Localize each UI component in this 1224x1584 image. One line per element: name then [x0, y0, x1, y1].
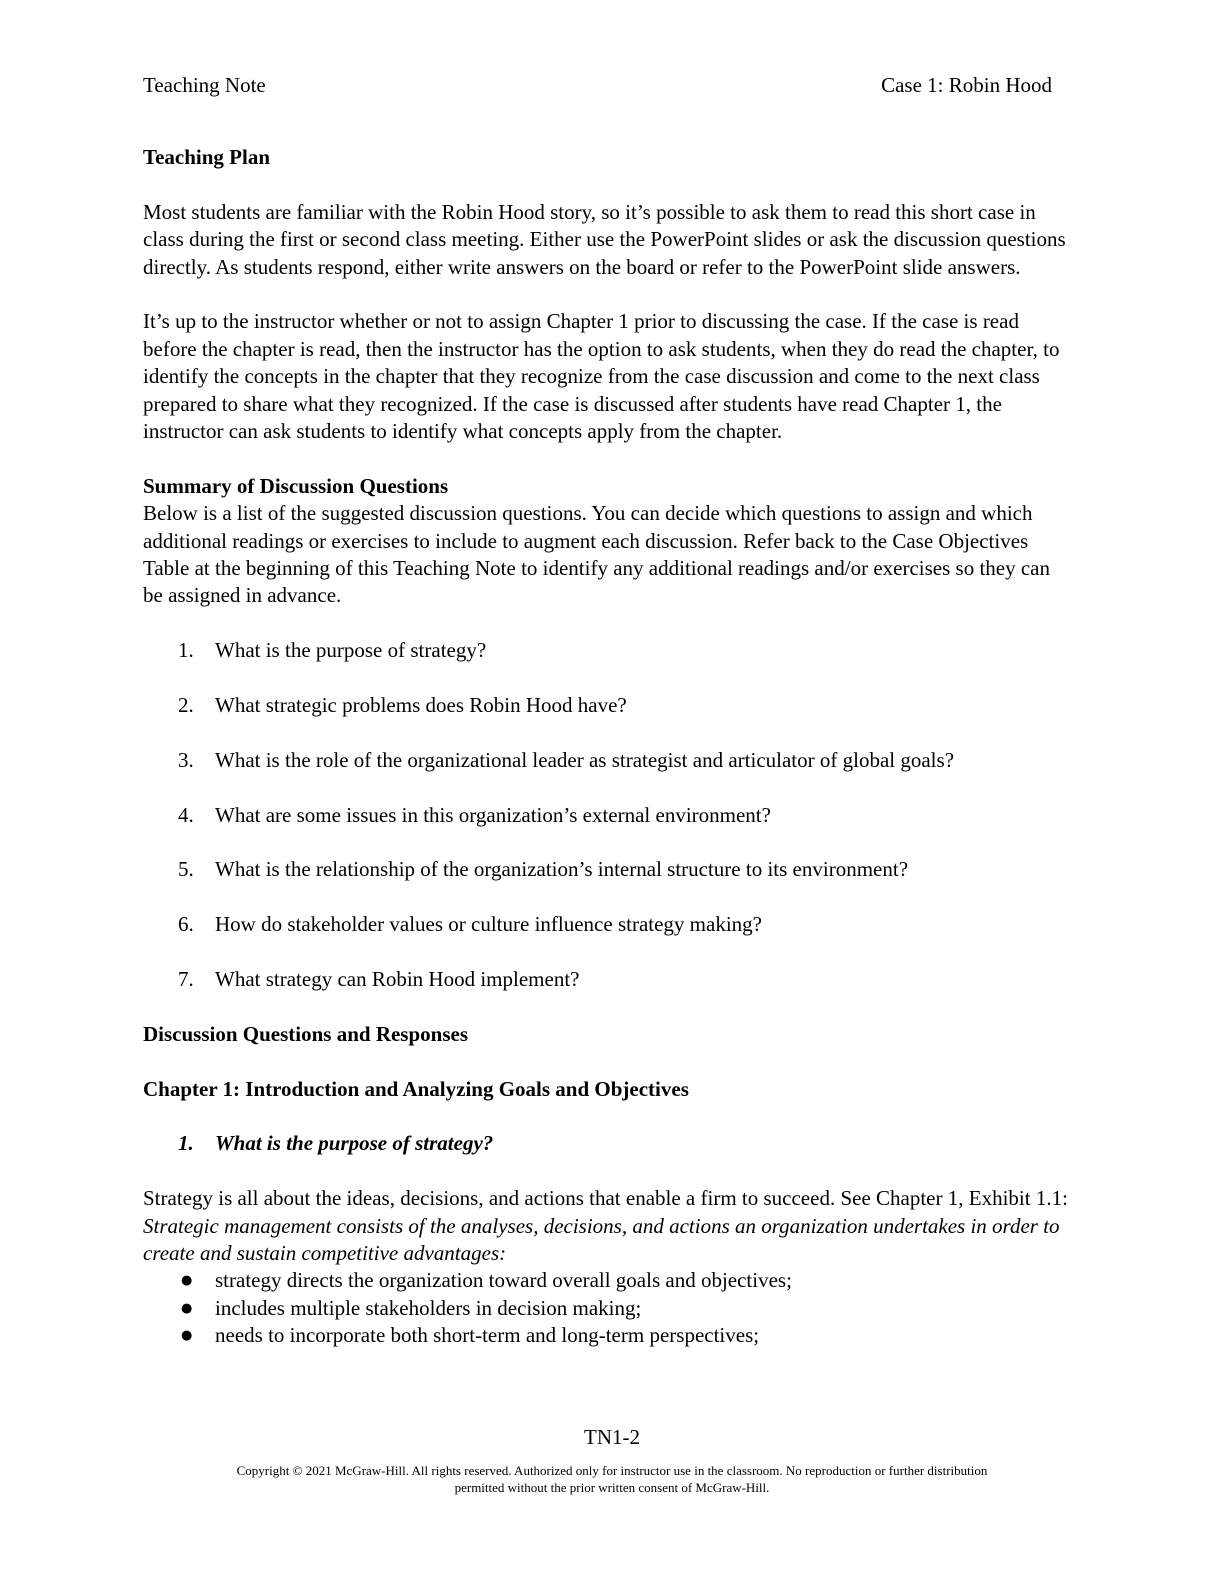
page-number: TN1-2: [584, 1425, 640, 1449]
summary-heading: Summary of Discussion Questions: [143, 473, 449, 498]
bullet-text: includes multiple stakeholders in decision making;: [215, 1295, 642, 1320]
question-text: What is the purpose of strategy?: [215, 638, 487, 663]
bullet-icon: ●: [181, 1273, 193, 1289]
list-item: [143, 1267, 1073, 1294]
header-right-text: Case 1: Robin Hood: [881, 73, 1052, 97]
answer-italic-text: Strategic management consists of the analyses, decisions, and actions an organization undertakes in order to create and sustain competitive advantages:: [143, 1213, 1060, 1266]
question-text: What are some issues in this organization’s external environment?: [215, 802, 771, 827]
list-item: [143, 1295, 1073, 1322]
question-text: What strategic problems does Robin Hood have?: [215, 693, 627, 718]
list-item: [143, 747, 1073, 774]
discussion-question-1: [143, 1130, 1073, 1157]
answer-paragraph: [143, 1185, 1073, 1267]
bullet-text: strategy directs the organization toward overall goals and objectives;: [215, 1268, 792, 1293]
bullet-icon: ●: [181, 1328, 193, 1344]
list-item: [143, 692, 1073, 719]
question-number: 4.: [178, 802, 194, 827]
list-item: [143, 966, 1073, 993]
question-number: 5.: [178, 857, 194, 882]
question-text: What is the purpose of strategy?: [215, 1131, 494, 1156]
question-number: 1.: [178, 638, 194, 663]
answer-bullet-list: [143, 1267, 1073, 1349]
header-left-text: Teaching Note: [143, 73, 266, 97]
question-text: How do stakeholder values or culture influence strategy making?: [215, 912, 762, 937]
teaching-plan-paragraph-1: Most students are familiar with the Robin Hood story, so it’s possible to ask them to read this short case in class during the first or second class meeting. Either use the PowerPoint slides or ask the discussion questions directly. As students respond, either write answers on the board or refer to the PowerPoint slide answers.: [143, 199, 1066, 279]
list-item: [143, 856, 1073, 883]
discussion-heading: Discussion Questions and Responses: [143, 1021, 469, 1046]
summary-intro: Below is a list of the suggested discussion questions. You can decide which questions to assign and which additional readings or exercises to include to augment each discussion. Refer back to the Case Objectives Table at the beginning of this Teaching Note to identify any additional readings and/or exercises so they can be assigned in advance.: [143, 501, 1050, 608]
chapter-heading: Chapter 1: Introduction and Analyzing Goals and Objectives: [143, 1076, 689, 1101]
copyright-notice: [0, 1462, 1224, 1496]
question-text: What is the relationship of the organization’s internal structure to its environment?: [215, 857, 909, 882]
copyright-line-1: Copyright © 2021 McGraw-Hill. All rights reserved. Authorized only for instructor use in the classroom. No reproduction or further distribution: [236, 1463, 988, 1478]
teaching-plan-heading: Teaching Plan: [143, 145, 271, 169]
teaching-plan-paragraph-2: It’s up to the instructor whether or not to assign Chapter 1 prior to discussing the case. If the case is read before the chapter is read, then the instructor has the option to ask students, when they do read the chapter, to identify the concepts in the chapter that they recognize from the case discussion and come to the next class prepared to share what they recognized. If the case is discussed after students have read Chapter 1, the instructor can ask students to identify what concepts apply from the chapter.: [143, 309, 1060, 444]
list-item: [143, 637, 1073, 664]
copyright-line-2: permitted without the prior written consent of McGraw-Hill.: [454, 1480, 770, 1495]
question-number: 3.: [178, 747, 194, 772]
list-item: [143, 911, 1073, 938]
question-number: 1.: [178, 1131, 194, 1156]
question-text: What is the role of the organizational leader as strategist and articulator of global goals?: [215, 747, 955, 772]
list-item: [143, 802, 1073, 829]
question-number: 2.: [178, 693, 194, 718]
question-number: 7.: [178, 967, 194, 992]
bullet-text: needs to incorporate both short-term and long-term perspectives;: [215, 1323, 760, 1348]
list-item: [143, 1322, 1073, 1349]
document-body: [143, 144, 1073, 1350]
question-number: 6.: [178, 912, 194, 937]
bullet-icon: ●: [181, 1300, 193, 1316]
question-text: What strategy can Robin Hood implement?: [215, 967, 580, 992]
question-list: [143, 637, 1073, 993]
answer-plain-text: Strategy is all about the ideas, decisions, and actions that enable a firm to succeed. See Chapter 1, Exhibit 1.1:: [143, 1186, 1068, 1211]
